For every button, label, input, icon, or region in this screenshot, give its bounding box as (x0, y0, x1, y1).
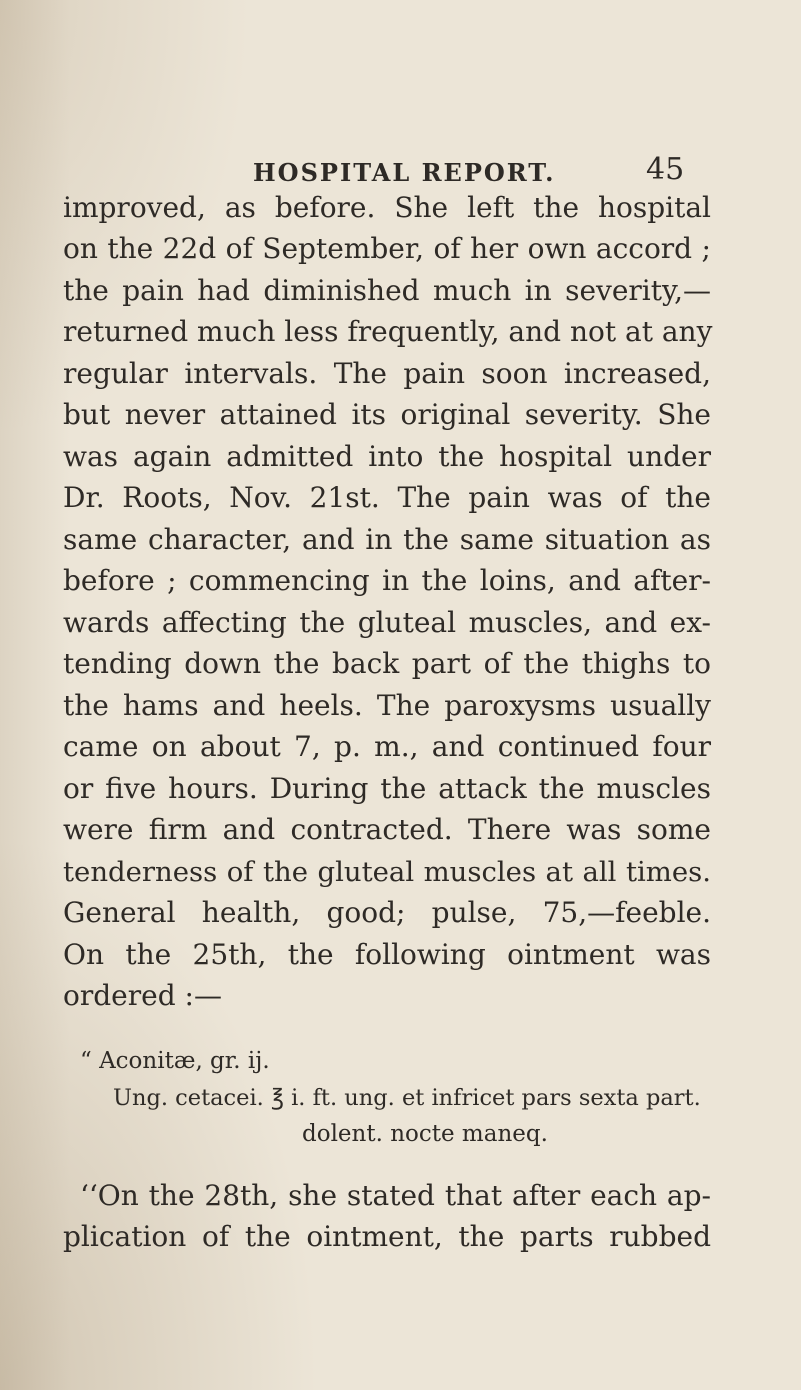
text-line: came on about 7, p. m., and continued four (63, 730, 711, 763)
text-line: the hams and heels. The paroxysms usually (63, 689, 711, 722)
text-line: plication of the ointment, the parts rubbed (63, 1220, 711, 1253)
text-line: same character, and in the same situation as (63, 523, 711, 556)
page-number: 45 (646, 152, 685, 187)
text-line: General health, good; pulse, 75,—feeble. (63, 896, 711, 929)
running-head (0, 138, 801, 186)
running-head-title: HOSPITAL REPORT. (253, 158, 556, 187)
text-line: ‘‘On the 28th, she stated that after each ap- (80, 1179, 711, 1212)
text-line: returned much less frequently, and not at any (63, 315, 713, 348)
text-line: On the 25th, the following ointment was (63, 938, 711, 971)
text-line: ordered :— (63, 979, 222, 1012)
text-line: on the 22d of September, of her own accord ; (63, 232, 711, 265)
text-line: Dr. Roots, Nov. 21st. The pain was of the (63, 481, 711, 514)
prescription-line: “ Aconitæ, gr. ij. (80, 1048, 270, 1074)
text-line: before ; commencing in the loins, and after- (63, 564, 711, 597)
text-line: improved, as before. She left the hospital (63, 191, 711, 224)
text-line: tenderness of the gluteal muscles at all times. (63, 856, 711, 888)
text-line: tending down the back part of the thighs to (63, 647, 711, 680)
text-line: or five hours. During the attack the muscles (63, 772, 711, 805)
text-line: but never attained its original severity. She (63, 398, 711, 431)
text-line: the pain had diminished much in severity,— (63, 274, 711, 307)
text-line: was again admitted into the hospital under (63, 440, 711, 473)
text-line: were firm and contracted. There was some (63, 813, 711, 846)
text-line: wards affecting the gluteal muscles, and ex- (63, 606, 711, 639)
prescription-line: dolent. nocte maneq. (302, 1121, 548, 1147)
text-line: regular intervals. The pain soon increased, (63, 357, 711, 390)
prescription-line: Ung. cetacei. ℥ i. ft. ung. et infricet pars sexta part. (113, 1085, 701, 1111)
